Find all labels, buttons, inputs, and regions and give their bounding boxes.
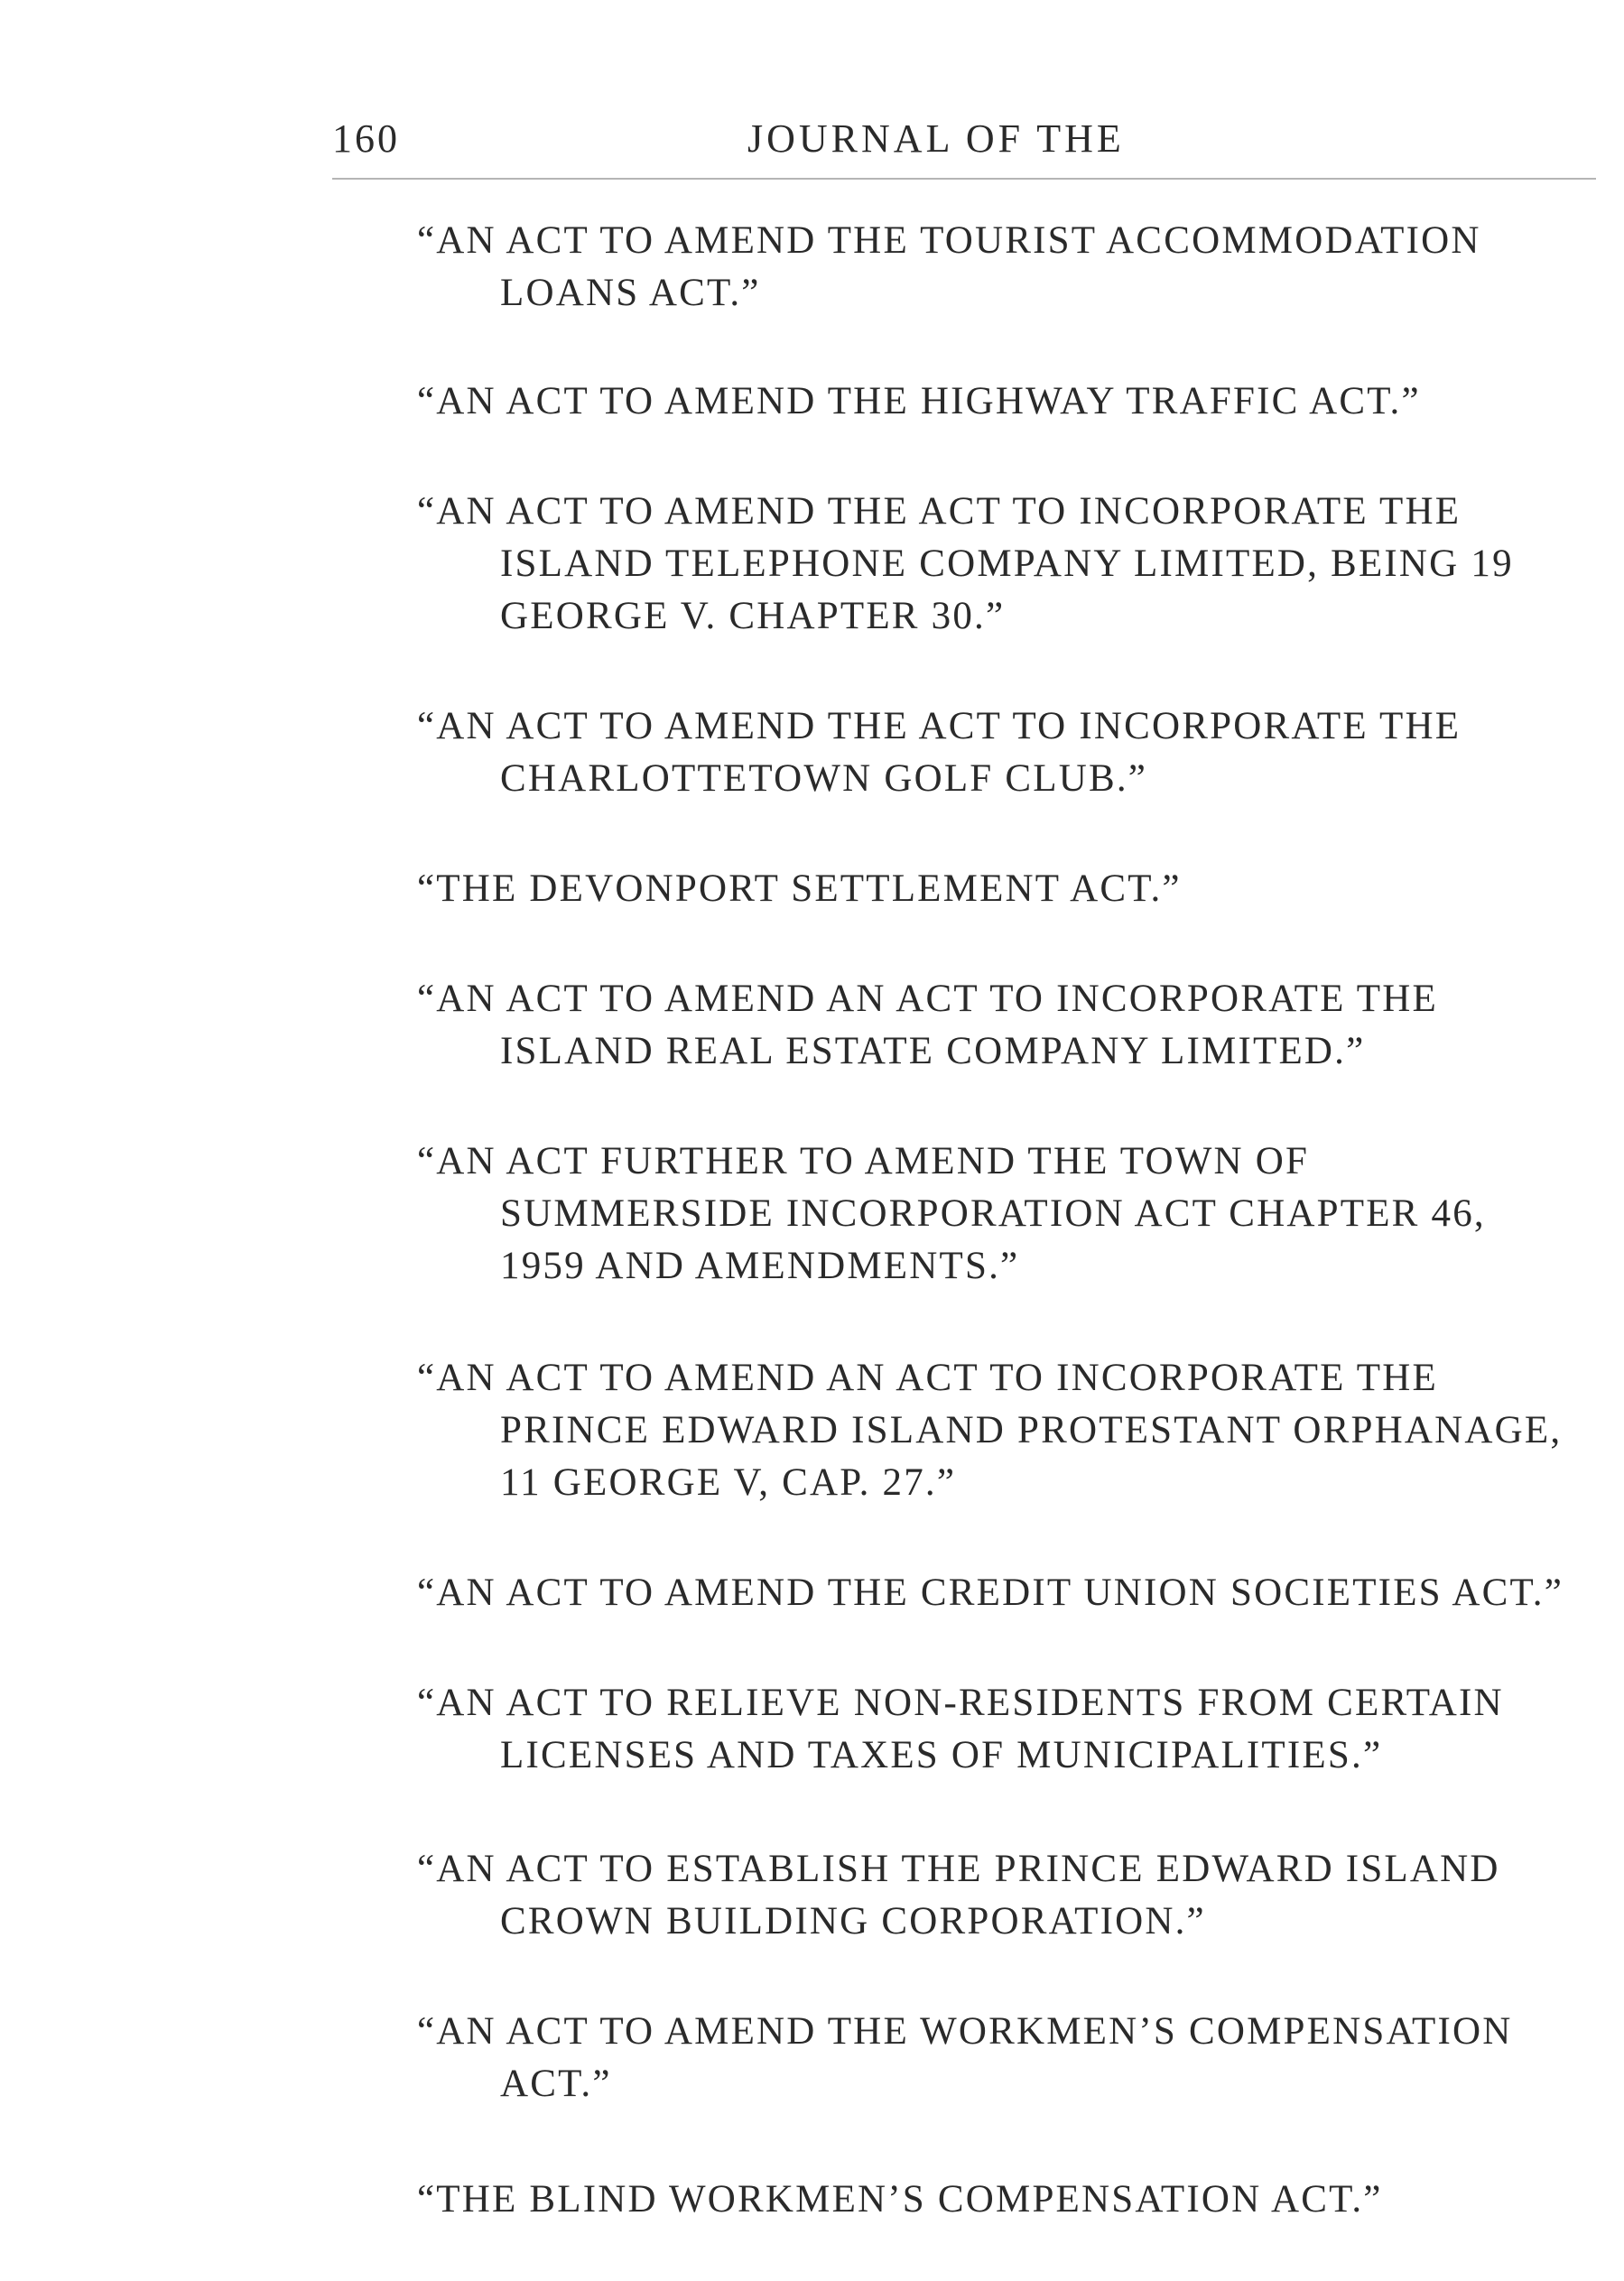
act-title: “AN ACT TO AMEND AN ACT TO INCORPORATE THE ISLAND REAL ESTATE COMPANY LIMITED.” <box>417 978 1438 1072</box>
act-title: “AN ACT TO AMEND THE WORKMEN’S COMPENSATION ACT.” <box>417 2010 1513 2105</box>
act-title: “AN ACT TO AMEND THE ACT TO INCORPORATE THE CHARLOTTETOWN GOLF CLUB.” <box>417 705 1462 800</box>
act-title: “THE BLIND WORKMEN’S COMPENSATION ACT.” <box>417 2178 1383 2221</box>
act-title: “AN ACT FURTHER TO AMEND THE TOWN OF SUMMERSIDE INCORPORATION ACT CHAPTER 46, 1959 AND AMENDMENTS.” <box>417 1140 1486 1287</box>
act-title: “AN ACT TO RELIEVE NON-RESIDENTS FROM CERTAIN LICENSES AND TAXES OF MUNICIPALITIES.” <box>417 1682 1504 1776</box>
act-title: “AN ACT TO AMEND THE CREDIT UNION SOCIETIES ACT.” <box>417 1572 1564 1614</box>
act-title: “AN ACT TO AMEND THE ACT TO INCORPORATE THE ISLAND TELEPHONE COMPANY LIMITED, BEING 19 GEORGE V. CHAPTER 30.” <box>417 490 1514 637</box>
act-list <box>417 215 1582 2226</box>
page-header <box>332 116 1596 170</box>
page-number: 160 <box>332 116 400 161</box>
act-title: “AN ACT TO AMEND THE HIGHWAY TRAFFIC ACT.” <box>417 380 1421 422</box>
act-title: “AN ACT TO AMEND THE TOURIST ACCOMMODATION LOANS ACT.” <box>417 219 1481 314</box>
act-title: “THE DEVONPORT SETTLEMENT ACT.” <box>417 867 1182 910</box>
header-rule <box>332 178 1596 180</box>
act-title: “AN ACT TO AMEND AN ACT TO INCORPORATE THE PRINCE EDWARD ISLAND PROTESTANT ORPHANAGE, 11 GEORGE V, CAP. 27.” <box>417 1357 1563 1504</box>
running-head: JOURNAL OF THE <box>747 116 1125 161</box>
act-title: “AN ACT TO ESTABLISH THE PRINCE EDWARD ISLAND CROWN BUILDING CORPORATION.” <box>417 1848 1500 1943</box>
